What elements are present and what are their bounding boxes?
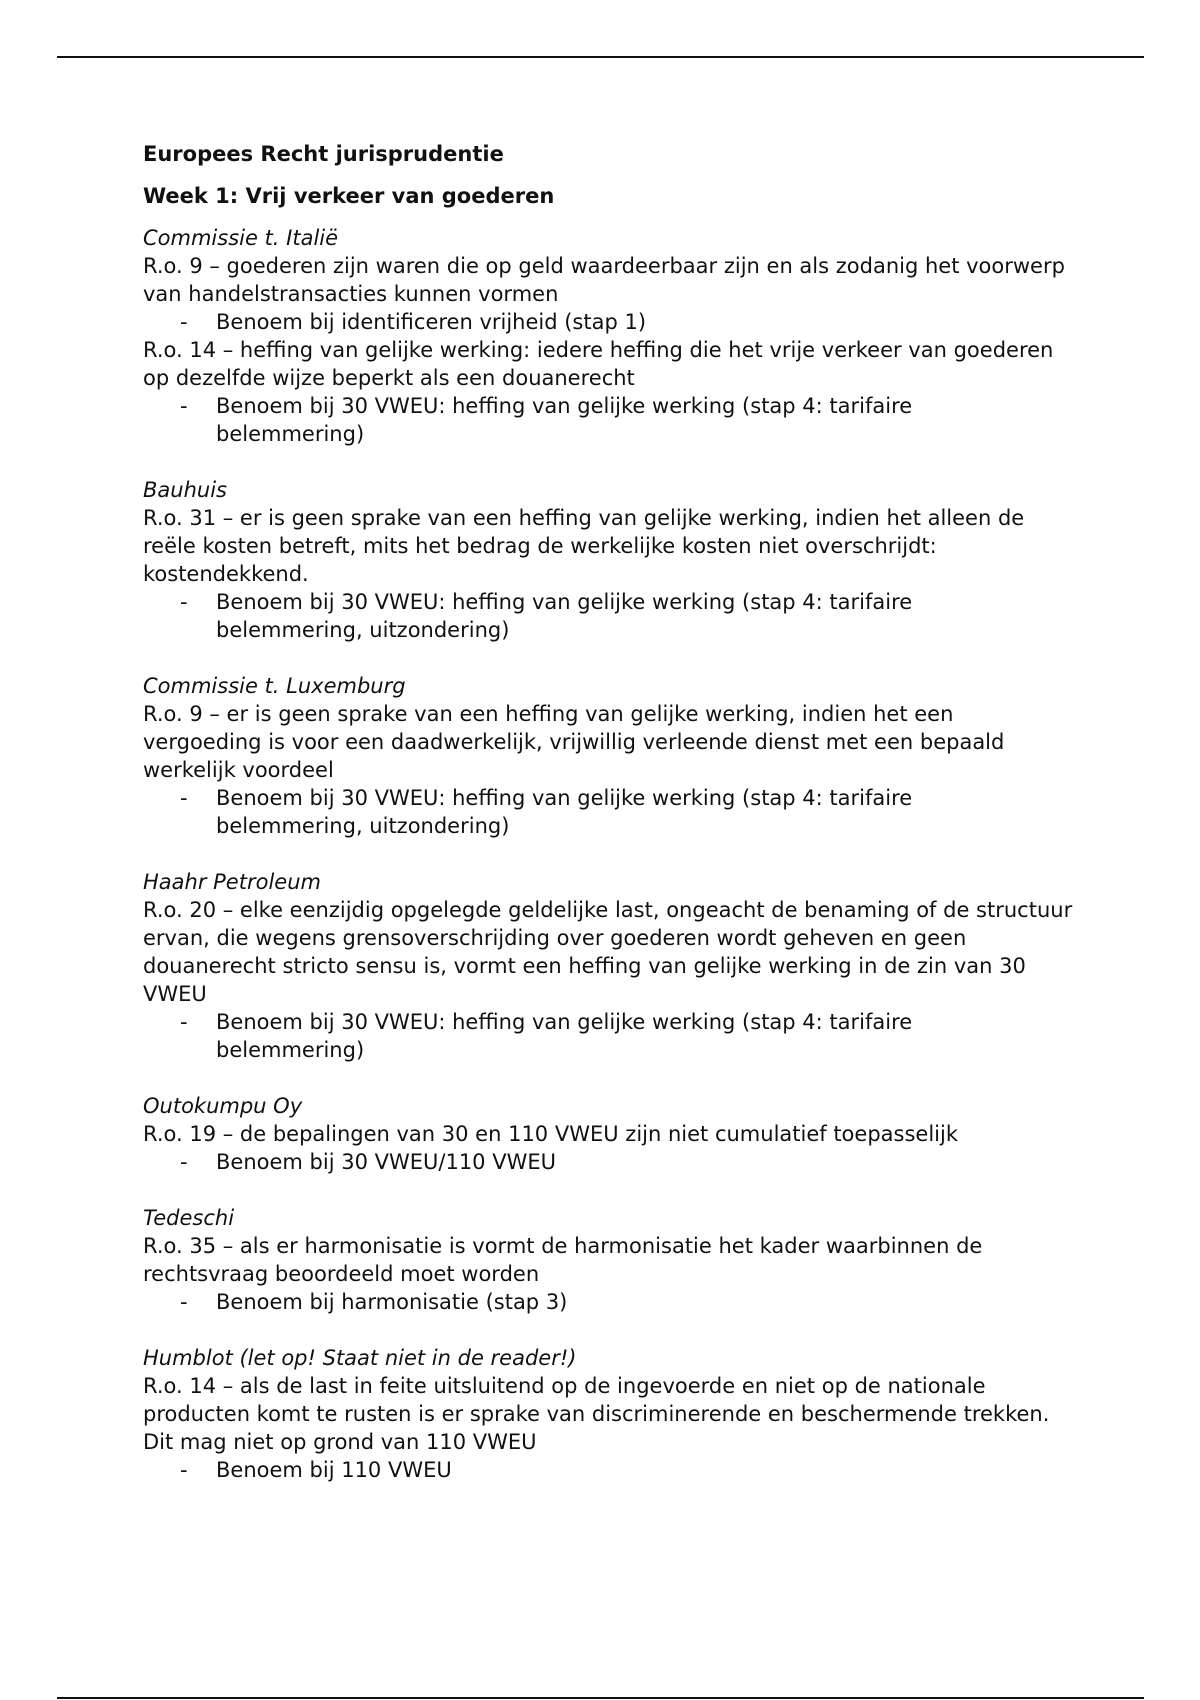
bullet-dash: -: [180, 1010, 188, 1034]
ruling-text: R.o. 14 – als de last in feite uitsluitend op de ingevoerde en niet op de nationale producten komt te rusten is er sprake van discriminerende en beschermende trekken. Dit mag niet op grond van 110 VWEU: [143, 1374, 1050, 1454]
header-rule: [57, 56, 1144, 58]
bullet-dash: -: [180, 1150, 188, 1174]
ruling-text: R.o. 35 – als er harmonisatie is vormt de harmonisatie het kader waarbinnen de rechtsvraag beoordeeld moet worden: [143, 1234, 983, 1286]
note-text: Benoem bij identificeren vrijheid (stap 1): [216, 310, 647, 334]
case-title: Commissie t. Luxemburg: [143, 674, 406, 698]
case-title: Outokumpu Oy: [143, 1094, 303, 1118]
note-list: [143, 784, 1078, 840]
bullet-dash: -: [180, 1458, 188, 1482]
note-list: [143, 392, 1078, 448]
ruling-text: R.o. 14 – heffing van gelijke werking: iedere heffing die het vrije verkeer van goederen op dezelfde wijze beperkt als een douanerecht: [143, 338, 1054, 390]
note-text: Benoem bij 30 VWEU/110 VWEU: [216, 1150, 556, 1174]
note-item: [143, 1288, 1078, 1316]
note-text: Benoem bij 30 VWEU: heffing van gelijke werking (stap 4: tarifaire belemmering, uitzondering): [216, 590, 913, 642]
case-title: Humblot (let op! Staat niet in de reader!): [143, 1346, 577, 1370]
note-text: Benoem bij 110 VWEU: [216, 1458, 452, 1482]
note-list: [143, 1288, 1078, 1316]
note-item: [143, 588, 1078, 644]
note-list: [143, 1008, 1078, 1064]
note-item: [143, 1008, 1078, 1064]
note-text: Benoem bij 30 VWEU: heffing van gelijke werking (stap 4: tarifaire belemmering): [216, 394, 913, 446]
bullet-dash: -: [180, 310, 188, 334]
note-text: Benoem bij 30 VWEU: heffing van gelijke werking (stap 4: tarifaire belemmering): [216, 1010, 913, 1062]
document-body: [143, 140, 1078, 1484]
case-list: [143, 224, 1078, 1484]
note-list: [143, 308, 1078, 336]
case-title: Commissie t. Italië: [143, 226, 339, 250]
note-list: [143, 1456, 1078, 1484]
note-text: Benoem bij harmonisatie (stap 3): [216, 1290, 568, 1314]
case-title: Haahr Petroleum: [143, 870, 321, 894]
ruling-text: R.o. 31 – er is geen sprake van een heffing van gelijke werking, indien het alleen de reële kosten betreft, mits het bedrag de werkelijke kosten niet overschrijdt: kostendekkend.: [143, 506, 1025, 586]
ruling-text: R.o. 19 – de bepalingen van 30 en 110 VWEU zijn niet cumulatief toepasselijk: [143, 1122, 958, 1146]
ruling-text: R.o. 9 – goederen zijn waren die op geld waardeerbaar zijn en als zodanig het voorwerp van handelstransacties kunnen vormen: [143, 254, 1065, 306]
bullet-dash: -: [180, 394, 188, 418]
note-list: [143, 588, 1078, 644]
document-title: Europees Recht jurisprudentie: [143, 142, 504, 166]
ruling-text: R.o. 9 – er is geen sprake van een heffing van gelijke werking, indien het een vergoeding is voor een daadwerkelijk, vrijwillig verleende dienst met een bepaald werkelijk voordeel: [143, 702, 1005, 782]
note-item: [143, 392, 1078, 448]
note-item: [143, 1148, 1078, 1176]
footer-rule: [57, 1697, 1144, 1699]
case-title: Bauhuis: [143, 478, 227, 502]
bullet-dash: -: [180, 1290, 188, 1314]
week-heading: Week 1: Vrij verkeer van goederen: [143, 184, 555, 208]
note-list: [143, 1148, 1078, 1176]
note-item: [143, 308, 1078, 336]
bullet-dash: -: [180, 590, 188, 614]
case-title: Tedeschi: [143, 1206, 235, 1230]
note-item: [143, 1456, 1078, 1484]
note-text: Benoem bij 30 VWEU: heffing van gelijke werking (stap 4: tarifaire belemmering, uitzondering): [216, 786, 913, 838]
bullet-dash: -: [180, 786, 188, 810]
note-item: [143, 784, 1078, 840]
ruling-text: R.o. 20 – elke eenzijdig opgelegde geldelijke last, ongeacht de benaming of de structuur ervan, die wegens grensoverschrijding over goederen wordt geheven en geen douanerecht stricto sensu is, vormt een heffing van gelijke werking in de zin van 30 VWEU: [143, 898, 1073, 1006]
